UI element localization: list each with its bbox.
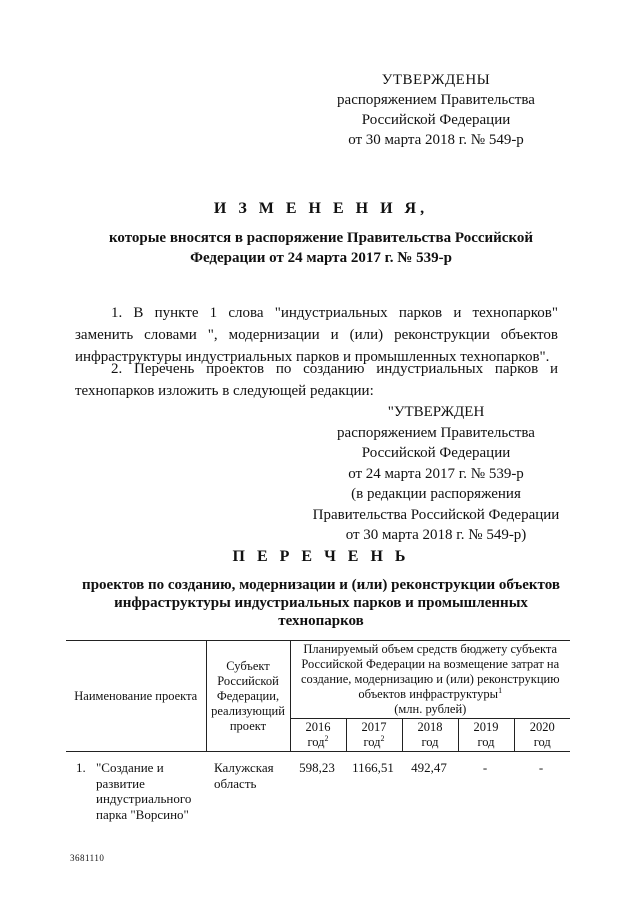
year-header-2018: [402, 719, 458, 752]
column-header-subject: Субъект Российской Федерации, реализующий проект: [206, 641, 290, 752]
column-header-project: Наименование проекта: [66, 641, 206, 752]
year-header-2019: [458, 719, 514, 752]
footnote-mark: 1: [498, 685, 503, 695]
column-header-budget: [290, 641, 570, 719]
inner-approval-stamp: [306, 402, 566, 546]
list-title: П Е Р Е Ч Е Н Ь: [232, 548, 410, 565]
year-header-2016: [290, 719, 346, 752]
budget-header-text: Планируемый объем средств бюджету субъекта Российской Федерации на возмещение затрат на создание, модернизацию и (или) реконструкцию объектов инфраструктуры: [300, 642, 560, 701]
subtitle-line: инфраструктуры индустриальных парков и промышленных: [114, 595, 528, 611]
stamp-line: Российской Федерации: [361, 112, 511, 128]
year-unit: год: [421, 735, 439, 749]
stamp-line: УТВЕРЖДЕНЫ: [381, 72, 491, 88]
subtitle-line: технопарков: [278, 613, 364, 629]
budget-unit: (млн. рублей): [394, 702, 467, 716]
subtitle-line: которые вносятся в распоряжение Правительства Российской: [108, 230, 534, 246]
year-label: 2019: [473, 720, 499, 734]
year-unit: год: [477, 735, 495, 749]
stamp-line: от 30 марта 2018 г. № 549-р: [348, 132, 524, 148]
stamp-line: от 24 марта 2017 г. № 539-р: [348, 465, 524, 482]
stamp-line: распоряжением Правительства: [337, 92, 535, 108]
stamp-line: Российской Федерации: [361, 445, 511, 461]
list-subtitle: [60, 576, 582, 630]
value-2016: 598,23: [299, 760, 335, 775]
document-code: 3681110: [70, 853, 105, 863]
row-number: 1.: [76, 760, 86, 775]
subtitle-line: проектов по созданию, модернизации и (или) реконструкции объектов: [82, 577, 560, 593]
projects-table-header: [66, 640, 570, 752]
value-2017: 1166,51: [352, 760, 394, 775]
year-header-2017: [346, 719, 402, 752]
stamp-line: от 30 марта 2018 г. № 549-р): [345, 527, 527, 543]
project-name: "Создание и развитие индустриального парка "Ворсино": [96, 760, 192, 822]
year-unit: год: [363, 735, 381, 749]
year-unit: год: [533, 735, 551, 749]
year-label: 2018: [417, 720, 443, 734]
year-header-2020: [514, 719, 570, 752]
stamp-line: "УТВЕРЖДЕН: [387, 404, 485, 420]
paragraph-1: 1. В пункте 1 слова "индустриальных парков и технопарков" заменить словами ", модернизации и (или) реконструкции объектов инфраструктуры индустриальных парков и промышленных технопарков".: [75, 305, 558, 365]
stamp-line: Правительства Российской Федерации: [312, 506, 560, 523]
changes-title: И З М Е Н Е Н И Я,: [213, 200, 429, 217]
stamp-line: (в редакции распоряжения: [351, 486, 521, 502]
value-2018: 492,47: [411, 760, 447, 775]
stamp-line: распоряжением Правительства: [337, 424, 535, 441]
subtitle-line: Федерации от 24 марта 2017 г. № 539-р: [190, 250, 452, 266]
project-subject: Калужская область: [214, 760, 274, 791]
year-unit: год: [307, 735, 325, 749]
year-label: 2017: [361, 720, 387, 734]
value-2020: -: [538, 760, 544, 775]
value-2019: -: [482, 760, 488, 775]
footnote-mark: 2: [380, 733, 385, 743]
approval-stamp: [318, 70, 554, 150]
footnote-mark: 2: [324, 733, 329, 743]
year-label: 2020: [529, 720, 555, 734]
year-label: 2016: [305, 720, 331, 734]
paragraph-2: 2. Перечень проектов по созданию индустриальных парков и технопарков изложить в следующей редакции:: [75, 361, 558, 399]
changes-subtitle: [90, 228, 552, 268]
